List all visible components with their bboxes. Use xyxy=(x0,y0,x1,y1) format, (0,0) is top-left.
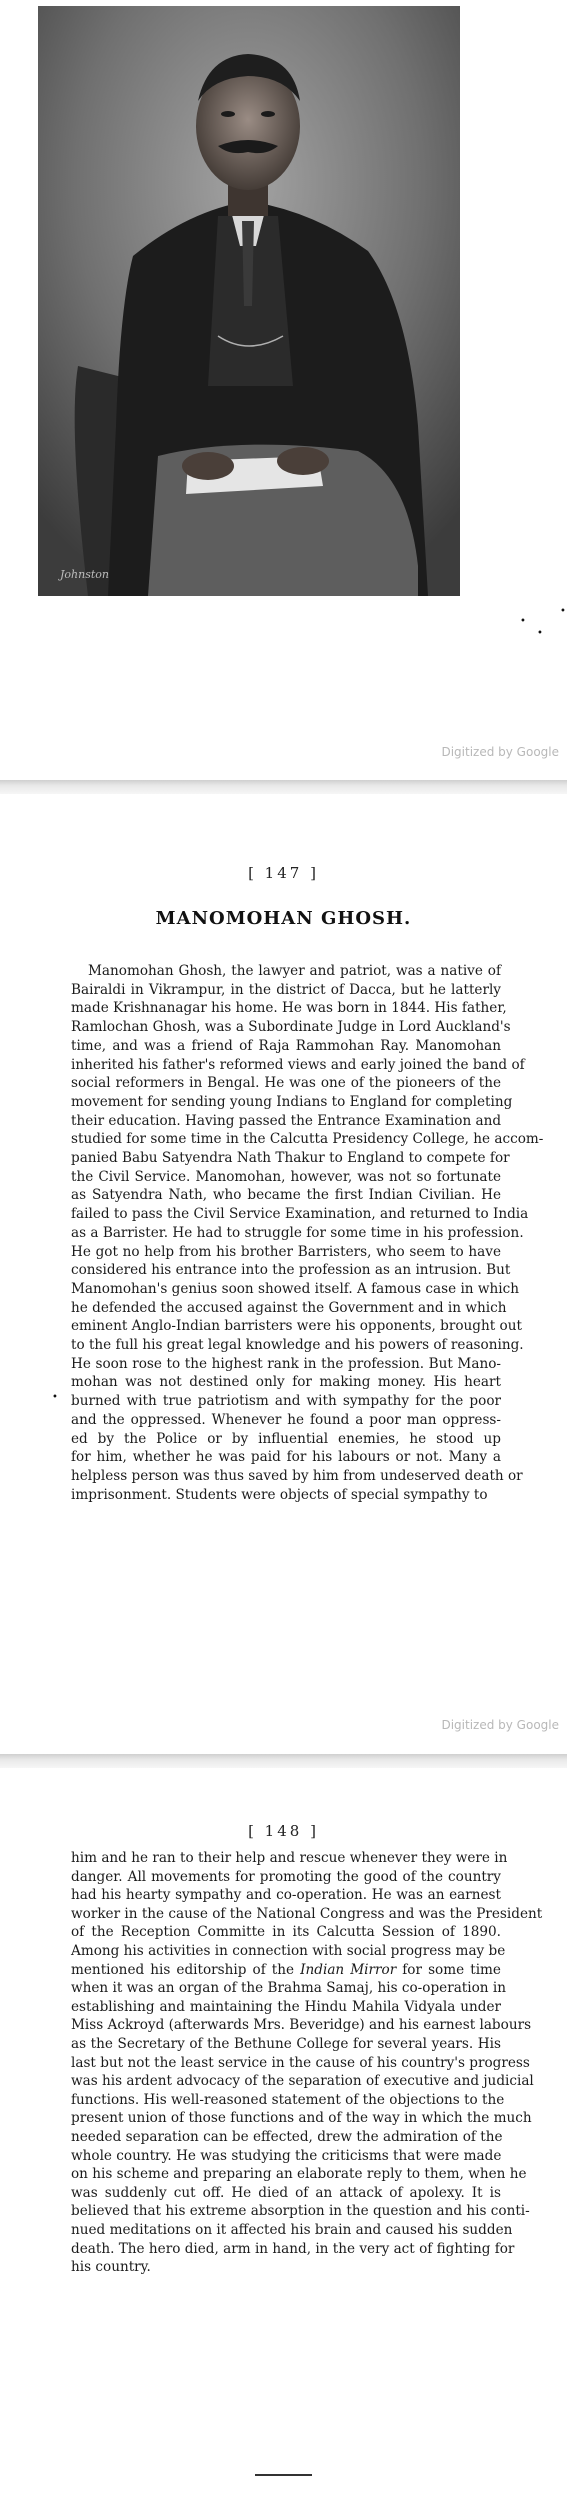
stray-mark: • xyxy=(520,616,526,627)
newspaper-title: Indian Mirror xyxy=(300,1961,397,1978)
text-line: on his scheme and preparing an elaborate reply to them, when he xyxy=(71,2166,527,2183)
closing-rule xyxy=(255,2474,312,2476)
text-line: Miss Ackroyd (afterwards Mrs. Beveridge) and his earnest labours xyxy=(71,2017,532,2034)
text-line: of the Reception Committe in its Calcutta Session of 1890. xyxy=(71,1924,501,1941)
text-line: burned with true patriotism and with sympathy for the poor xyxy=(71,1393,501,1410)
portrait-photograph xyxy=(38,6,460,596)
text-line: for him, whether he was paid for his labours or not. Many a xyxy=(71,1449,501,1466)
text-line: as Satyendra Nath, who became the first Indian Civilian. He xyxy=(71,1187,501,1204)
text-line: danger. All movements for promoting the good of the country xyxy=(71,1868,501,1885)
text-line: as a Barrister. He had to struggle for some time in his profession. xyxy=(71,1224,524,1241)
text-line: when it was an organ of the Brahma Samaj, his co-operation in xyxy=(71,1980,506,1997)
photographer-signature: Johnston xyxy=(60,568,109,581)
photo-page xyxy=(0,0,567,780)
text-line: Manomohan's genius soon showed itself. A famous case in which xyxy=(71,1280,519,1297)
page-148 xyxy=(0,1768,567,2506)
text-line: the Civil Service. Manomohan, however, was not so fortunate xyxy=(71,1168,501,1185)
page-147 xyxy=(0,794,567,1754)
portrait-illustration xyxy=(38,6,460,596)
text-line: mohan was not destined only for making money. His heart xyxy=(71,1374,501,1391)
text-line: present union of those functions and of the way in which the much xyxy=(71,2110,532,2127)
text-line: helpless person was thus saved by him from undeserved death or xyxy=(71,1467,523,1484)
text-line: time, and was a friend of Raja Rammohan Ray. Manomohan xyxy=(71,1037,501,1054)
page-separator xyxy=(0,780,567,794)
text-line: movement for sending young Indians to England for completing xyxy=(71,1093,513,1110)
text-line: him and he ran to their help and rescue whenever they were in xyxy=(71,1850,508,1866)
text-line: mentioned his editorship of the Indian Mirror for some time xyxy=(71,1961,501,1978)
text-line: social reformers in Bengal. He was one of the pioneers of the xyxy=(71,1075,501,1092)
text-line: imprisonment. Students were objects of special sympathy to xyxy=(71,1486,488,1503)
text-line: studied for some time in the Calcutta Presidency College, he accom- xyxy=(71,1131,544,1148)
text-line: eminent Anglo-Indian barristers were his opponents, brought out xyxy=(71,1318,522,1335)
stray-mark: • xyxy=(537,628,543,639)
text-line: Bairaldi in Vikrampur, in the district of Dacca, but he latterly xyxy=(71,981,501,998)
stray-mark: • xyxy=(560,606,566,617)
text-line: as the Secretary of the Bethune College for several years. His xyxy=(71,2036,501,2052)
text-line: to the full his great legal knowledge and his powers of reasoning. xyxy=(71,1337,524,1353)
text-line: whole country. He was studying the criticisms that were made xyxy=(71,2147,502,2164)
text-line: ed by the Police or by influential enemies, he stood up xyxy=(71,1430,501,1447)
text-line: considered his entrance into the profession as an intrusion. But xyxy=(71,1262,511,1279)
article-title: MANOMOHAN GHOSH. xyxy=(155,908,412,929)
text-line: worker in the cause of the National Congress and was the President xyxy=(71,1905,543,1922)
page-separator xyxy=(0,1754,567,1768)
text-line: panied Babu Satyendra Nath Thakur to England to compete for xyxy=(71,1150,510,1166)
page-number: [ 148 ] xyxy=(248,1822,319,1840)
text-line: was suddenly cut off. He died of an attack of apolexy. It is xyxy=(71,2184,501,2201)
text-line: his country. xyxy=(71,2259,151,2276)
text-line: inherited his father's reformed views and early joined the band of xyxy=(71,1056,525,1073)
text-line: last but not the least service in the cause of his country's progress xyxy=(71,2054,530,2071)
google-watermark: Digitized by Google xyxy=(441,745,559,759)
text-line: He got no help from his brother Barristers, who seem to have xyxy=(71,1243,501,1260)
text-line: failed to pass the Civil Service Examination, and returned to India xyxy=(71,1206,529,1223)
stray-mark: • xyxy=(52,1392,58,1403)
text-line: he defended the accused against the Government and in which xyxy=(71,1299,507,1316)
text-line: believed that his extreme absorption in the question and his conti- xyxy=(71,2203,530,2220)
text-line: made Krishnanagar his home. He was born in 1844. His father, xyxy=(71,1000,507,1017)
text-line: had his hearty sympathy and co-operation. He was an earnest xyxy=(71,1887,501,1904)
text-line: He soon rose to the highest rank in the profession. But Mano- xyxy=(71,1355,501,1372)
text-line: their education. Having passed the Entrance Examination and xyxy=(71,1112,502,1129)
text-line: and the oppressed. Whenever he found a poor man oppress- xyxy=(71,1411,501,1428)
text-line: needed separation can be effected, drew the admiration of the xyxy=(71,2129,503,2145)
text-line: Among his activities in connection with social progress may be xyxy=(71,1943,506,1959)
text-line: death. The hero died, arm in hand, in the very act of fighting for xyxy=(71,2240,515,2257)
text-line: functions. His well-reasoned statement of the objections to the xyxy=(71,2091,505,2108)
text-line: Ramlochan Ghosh, was a Subordinate Judge in Lord Auckland's xyxy=(71,1019,511,1036)
page-number: [ 147 ] xyxy=(248,864,319,882)
text-line: nued meditations on it affected his brain and caused his sudden xyxy=(71,2222,513,2238)
text-line: Manomohan Ghosh, the lawyer and patriot, was a native of xyxy=(88,963,501,979)
text-line: establishing and maintaining the Hindu Mahila Vidyala under xyxy=(71,1998,501,2015)
google-watermark: Digitized by Google xyxy=(441,1718,559,1732)
text-line: was his ardent advocacy of the separation of executive and judicial xyxy=(71,2073,534,2090)
